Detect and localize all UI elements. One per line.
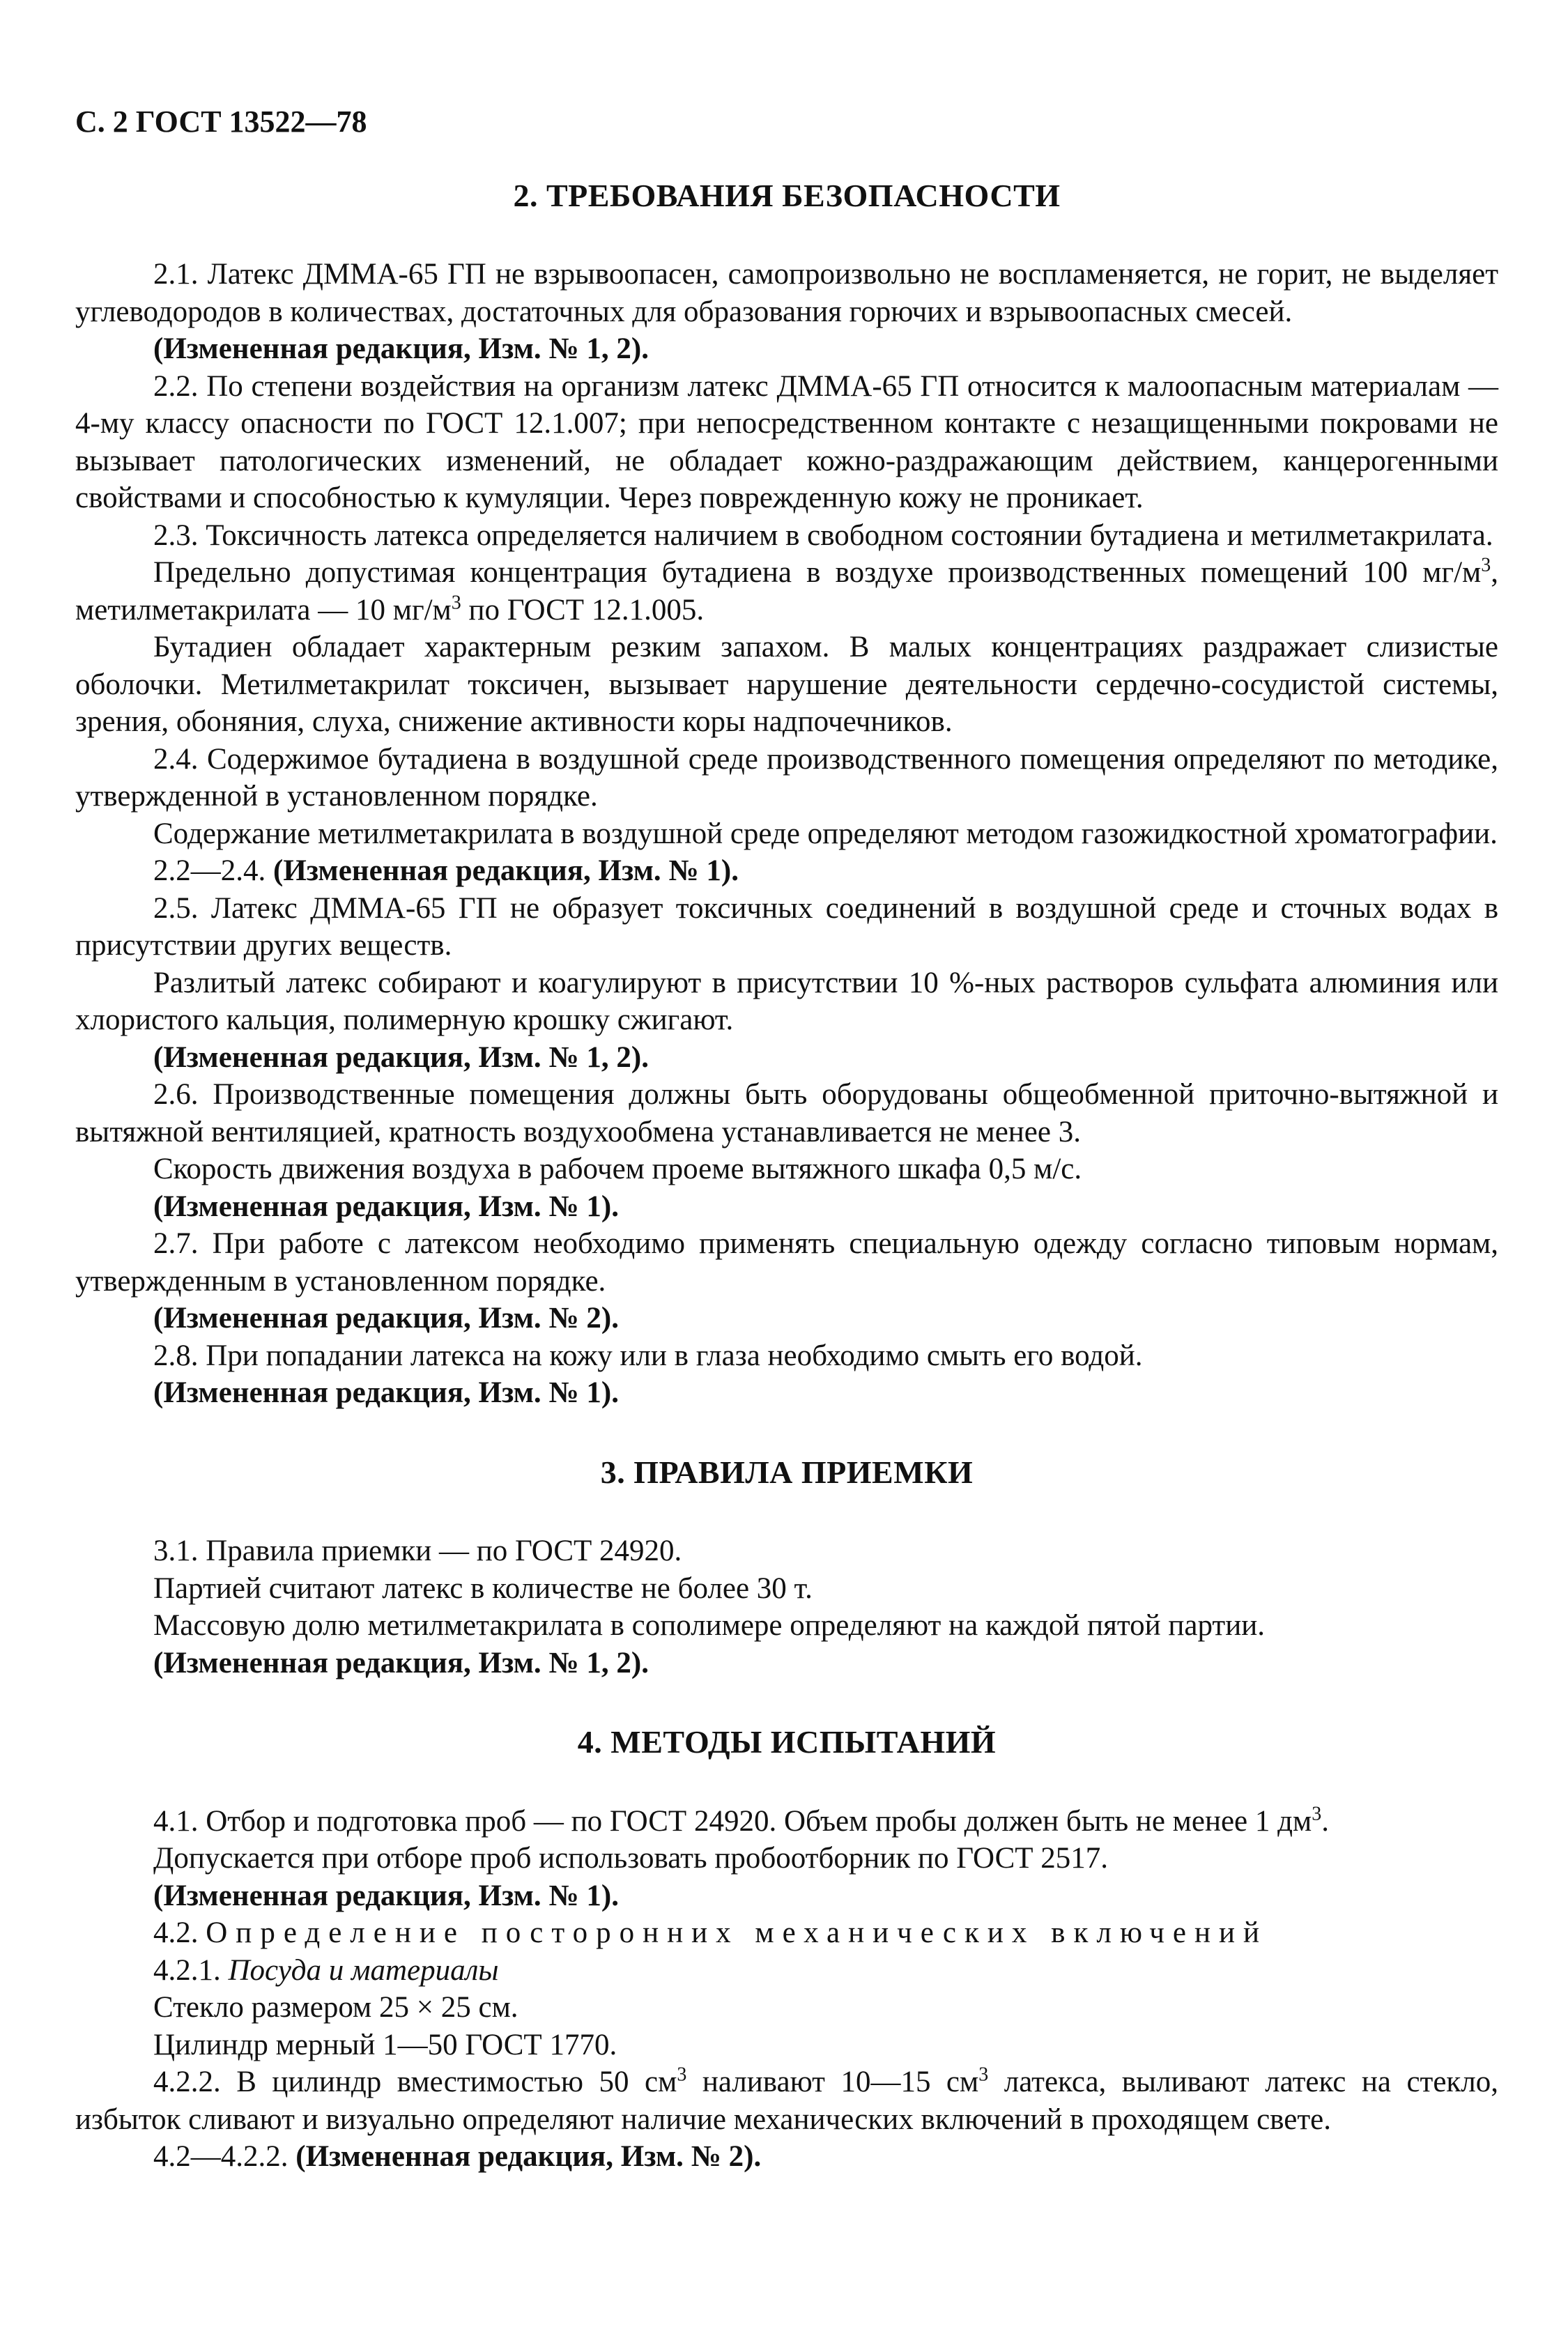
clause-4-2	[75, 1914, 1498, 1952]
amendment-note-4-2	[75, 2138, 1498, 2176]
clause-2-4-method: Содержание метилметакрилата в воздушной среде определяют методом газожидкостной хроматографии.	[153, 817, 1498, 850]
clause-2-6: 2.6. Производственные помещения должны быть оборудованы общеобменной приточно-вытяжной и вытяжной вентиляцией, кратность воздухообмена устанавливается не менее 3.	[75, 1078, 1498, 1148]
clause-3-1-fraction: Массовую долю метилметакрилата в сополимере определяют на каждой пятой партии.	[153, 1609, 1265, 1642]
clause-2-8: 2.8. При попадании латекса на кожу или в глаза необходимо смыть его водой.	[153, 1339, 1143, 1372]
superscript-3: 3	[451, 592, 461, 614]
clause-4-2-1-number: 4.2.1.	[153, 1953, 229, 1987]
section-3-title: 3. ПРАВИЛА ПРИЕМКИ	[600, 1454, 974, 1490]
clause-2-2: 2.2. По степени воздействия на организм латекс ДММА-65 ГП относится к малоопасным материалам — 4-му классу опасности по ГОСТ 12.1.007; при непосредственном контакте с незащищенными покровами не вызывает патологических изменений, не обладает кожно-раздражающим действием, канцерогенными свойствами и способностью к кумуляции. Через поврежденную кожу не проникает.	[75, 369, 1498, 514]
clause-4-1-sampler: Допускается при отборе проб использовать пробоотборник по ГОСТ 2517.	[153, 1842, 1109, 1875]
amendment-range: 2.2—2.4.	[153, 854, 273, 887]
amendment-range: 4.2—4.2.2.	[153, 2140, 296, 2173]
limits-text-c: по ГОСТ 12.1.005.	[461, 593, 705, 627]
amendment-note-2-6: (Измененная редакция, Изм. № 1).	[153, 1190, 619, 1223]
amendment-note-4-1: (Измененная редакция, Изм. № 1).	[153, 1879, 619, 1912]
limits-text-b: , метилметакрилата — 10 мг/м	[75, 556, 1498, 627]
sampling-end: .	[1321, 1804, 1329, 1838]
clause-4-2-1-title: Посуда и материалы	[228, 1953, 499, 1987]
section-4-title: 4. МЕТОДЫ ИСПЫТАНИЙ	[577, 1724, 997, 1760]
amendment-note-2-5: (Измененная редакция, Изм. № 1, 2).	[153, 1040, 649, 1074]
procedure-text-b: наливают 10—15 см	[686, 2066, 979, 2098]
amendment-text: (Измененная редакция, Изм. № 1).	[273, 854, 739, 887]
item-cylinder: Цилиндр мерный 1—50 ГОСТ 1770.	[153, 2028, 617, 2061]
superscript-3: 3	[677, 2063, 687, 2086]
clause-4-2-number: 4.2.	[153, 1916, 206, 1949]
clause-3-1: 3.1. Правила приемки — по ГОСТ 24920.	[153, 1535, 682, 1567]
section-2-title: 2. ТРЕБОВАНИЯ БЕЗОПАСНОСТИ	[513, 177, 1061, 213]
superscript-3: 3	[978, 2063, 989, 2086]
clause-4-2-title: Определение посторонних механических включений	[206, 1916, 1268, 1949]
superscript-3: 3	[1481, 554, 1491, 576]
procedure-text-c: латекса, выливают латекс на стекло, избыток сливают и визуально определяют наличие механических включений в проходящем свете.	[75, 2066, 1499, 2136]
clause-2-5-disposal: Разлитый латекс собирают и коагулируют в присутствии 10 %-ных растворов сульфата алюминия или хлористого кальция, полимерную крошку сжигают.	[75, 966, 1498, 1036]
clause-3-1-batch: Партией считают латекс в количестве не более 30 т.	[153, 1571, 813, 1605]
amendment-note-2-2-2-4	[75, 852, 1498, 890]
clause-2-1: 2.1. Латекс ДММА-65 ГП не взрывоопасен, самопроизвольно не воспламеняется, не горит, не выделяет углеводородов в количествах, достаточных для образования горючих и взрывоопасных смесей.	[75, 258, 1498, 328]
running-header: С. 2 ГОСТ 13522—78	[75, 105, 367, 139]
amendment-note-2-7: (Измененная редакция, Изм. № 2).	[153, 1302, 619, 1335]
sampling-text: 4.1. Отбор и подготовка проб — по ГОСТ 24920. Объем пробы должен быть не менее 1 дм	[153, 1804, 1312, 1838]
amendment-note-2-1: (Измененная редакция, Изм. № 1, 2).	[153, 332, 649, 365]
clause-4-1	[75, 1803, 1498, 1840]
clause-2-7: 2.7. При работе с латексом необходимо применять специальную одежду согласно типовым нормам, утвержденным в установленном порядке.	[75, 1227, 1498, 1298]
amendment-text: (Измененная редакция, Изм. № 2).	[295, 2140, 762, 2173]
clause-2-6-air-speed: Скорость движения воздуха в рабочем проеме вытяжного шкафа 0,5 м/с.	[153, 1153, 1082, 1185]
amendment-note-3-1: (Измененная редакция, Изм. № 1, 2).	[153, 1646, 649, 1680]
clause-2-3-effects: Бутадиен обладает характерным резким запахом. В малых концентрациях раздражает слизистые оболочки. Метилметакрилат токсичен, вызывает нарушение деятельности сердечно-сосудистой системы, зрения, обоняния, слуха, снижение активности коры надпочечников.	[75, 631, 1498, 738]
amendment-note-2-8: (Измененная редакция, Изм. № 1).	[153, 1376, 619, 1409]
clause-2-4: 2.4. Содержимое бутадиена в воздушной среде производственного помещения определяют по методике, утвержденной в установленном порядке.	[75, 742, 1498, 813]
clause-4-2-1	[75, 1952, 1498, 1990]
limits-text-a: Предельно допустимая концентрация бутадиена в воздухе производственных помещений 100 мг/м	[153, 556, 1482, 589]
clause-2-5: 2.5. Латекс ДММА-65 ГП не образует токсичных соединений в воздушной среде и сточных водах в присутствии других веществ.	[75, 891, 1498, 962]
clause-2-3: 2.3. Токсичность латекса определяется наличием в свободном состоянии бутадиена и метилметакрилата.	[153, 518, 1493, 552]
item-glass: Стекло размером 25 × 25 см.	[153, 1991, 518, 2024]
procedure-text-a: 4.2.2. В цилиндр вместимостью 50 см	[153, 2066, 677, 2098]
clause-2-3-limits	[75, 554, 1498, 629]
clause-4-2-2	[75, 2063, 1498, 2138]
superscript-3: 3	[1312, 1803, 1322, 1825]
